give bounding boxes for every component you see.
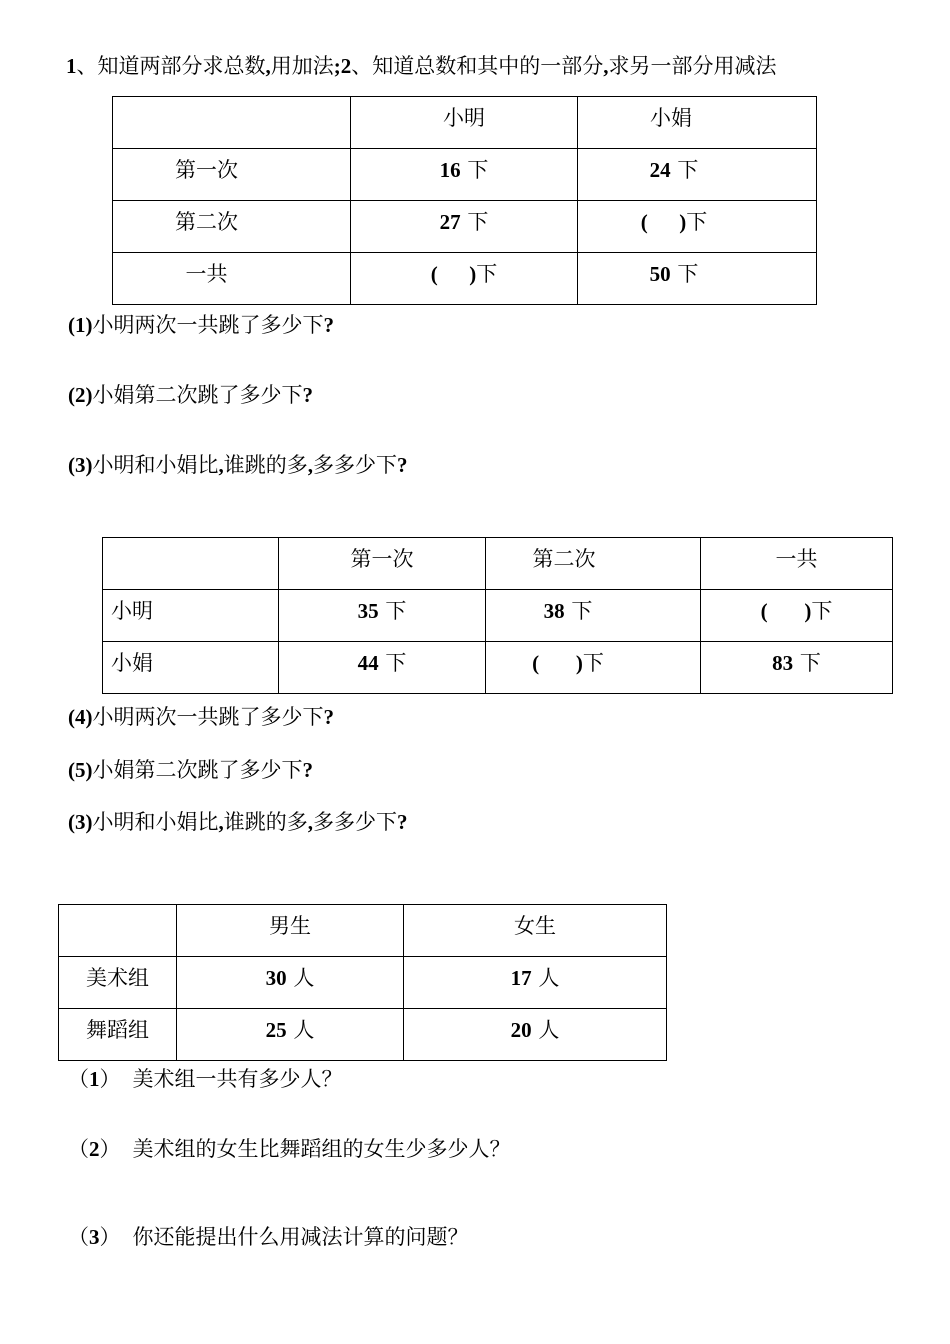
table-cell: 27 下 bbox=[351, 201, 578, 253]
group-question-1: （1） 美术组一共有多少人？ bbox=[68, 1067, 343, 1091]
title-comma-2: , bbox=[603, 54, 609, 78]
table-row bbox=[103, 590, 893, 642]
table-row bbox=[103, 642, 893, 694]
question-1: (1)小明两次一共跳了多少下? bbox=[68, 313, 334, 337]
page-title bbox=[66, 50, 777, 82]
table-cell: 25 人 bbox=[177, 1009, 404, 1061]
table-cell: 83 下 bbox=[701, 642, 893, 694]
jump-table-1 bbox=[112, 96, 817, 305]
table-header-cell bbox=[59, 905, 177, 957]
row-label: 小明 bbox=[103, 590, 279, 642]
row-label: 小娟 bbox=[103, 642, 279, 694]
question-2: (2)小娟第二次跳了多少下? bbox=[68, 383, 313, 407]
title-text-1: 、知道两部分求总数 bbox=[76, 54, 266, 78]
group-question-2: （2） 美术组的女生比舞蹈组的女生少多少人？ bbox=[68, 1137, 511, 1161]
table-row bbox=[103, 538, 893, 590]
table-cell: 35 下 bbox=[279, 590, 486, 642]
table-row bbox=[59, 1009, 667, 1061]
title-comma-1: , bbox=[265, 54, 271, 78]
table-row bbox=[113, 97, 817, 149]
question-3: (3)小明和小娟比,谁跳的多,多多少下? bbox=[68, 453, 408, 477]
table-header-cell: 小娟 bbox=[578, 97, 817, 149]
table-row bbox=[59, 957, 667, 1009]
row-label: 美术组 bbox=[59, 957, 177, 1009]
table-header-cell bbox=[103, 538, 279, 590]
table-cell: 38 下 bbox=[486, 590, 701, 642]
row-label: 第一次 bbox=[113, 149, 351, 201]
table-header-cell: 第一次 bbox=[279, 538, 486, 590]
table-cell: 16 下 bbox=[351, 149, 578, 201]
table-cell: 17 人 bbox=[404, 957, 667, 1009]
table-header-cell: 第二次 bbox=[486, 538, 701, 590]
row-label: 第二次 bbox=[113, 201, 351, 253]
table-header-cell: 女生 bbox=[404, 905, 667, 957]
table-row bbox=[113, 201, 817, 253]
table-cell: 24 下 bbox=[578, 149, 817, 201]
question-4: (4)小明两次一共跳了多少下? bbox=[68, 705, 334, 729]
table-row bbox=[59, 905, 667, 957]
table-cell: 50 下 bbox=[578, 253, 817, 305]
table-row bbox=[113, 253, 817, 305]
table-header-cell: 一共 bbox=[701, 538, 893, 590]
group-table bbox=[58, 904, 667, 1061]
table-cell: 44 下 bbox=[279, 642, 486, 694]
row-label: 舞蹈组 bbox=[59, 1009, 177, 1061]
group-question-3: （3） 你还能提出什么用减法计算的问题？ bbox=[68, 1225, 469, 1249]
blank-answer-cell: ( )下 bbox=[578, 201, 817, 253]
table-header-cell bbox=[113, 97, 351, 149]
question-6: (3)小明和小娟比,谁跳的多,多多少下? bbox=[68, 810, 408, 834]
table-row bbox=[113, 149, 817, 201]
blank-answer-cell: ( )下 bbox=[351, 253, 578, 305]
jump-table-2 bbox=[102, 537, 893, 694]
title-separator: ;2 bbox=[333, 54, 352, 78]
title-number: 1 bbox=[66, 54, 77, 78]
table-cell: 20 人 bbox=[404, 1009, 667, 1061]
row-label: 一共 bbox=[113, 253, 351, 305]
table-cell: 30 人 bbox=[177, 957, 404, 1009]
table-header-cell: 小明 bbox=[351, 97, 578, 149]
question-5: (5)小娟第二次跳了多少下? bbox=[68, 758, 313, 782]
title-text-2: 用加法 bbox=[270, 54, 334, 78]
blank-answer-cell: ( )下 bbox=[486, 642, 701, 694]
blank-answer-cell: ( )下 bbox=[701, 590, 893, 642]
table-header-cell: 男生 bbox=[177, 905, 404, 957]
title-text-3: 、知道总数和其中的一部分 bbox=[351, 54, 604, 78]
title-text-4: 求另一部分用减法 bbox=[608, 54, 777, 78]
